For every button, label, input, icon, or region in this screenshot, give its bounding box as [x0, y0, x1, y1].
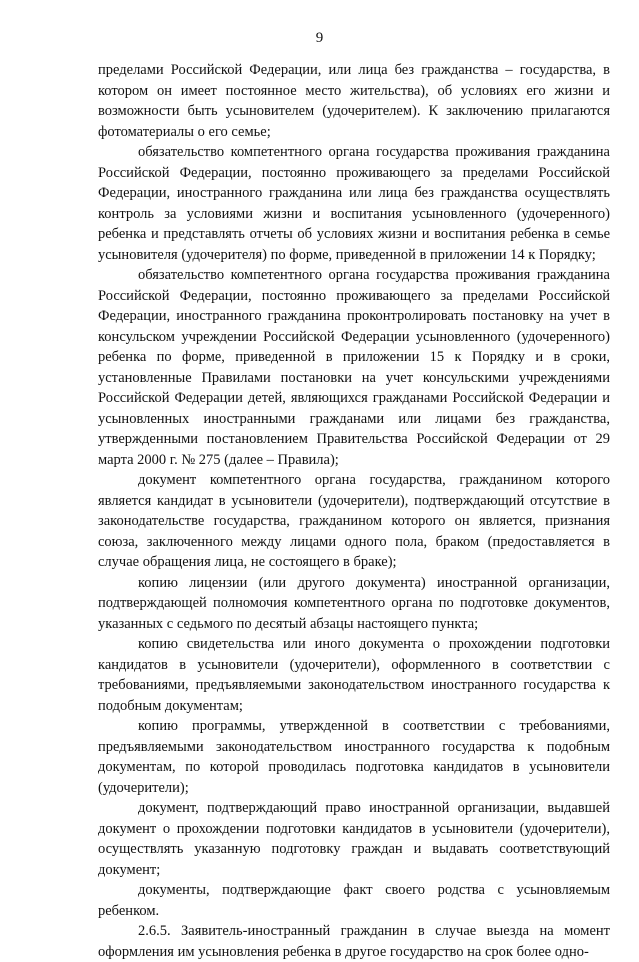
- document-body: [98, 60, 610, 962]
- paragraph: пределами Российской Федерации, или лица без гражданства – государства, в котором он имеет постоянное место жительства), об условиях его жизни и возможности быть усыновителем (удочерителем). К заключению прилагаются фотоматериалы о его семье;: [98, 62, 610, 140]
- page-number: 9: [315, 30, 324, 46]
- paragraph: 2.6.5. Заявитель-иностранный гражданин в случае выезда на момент оформления им усыновления ребенка в другое государство на срок более одно-: [98, 923, 610, 960]
- paragraph: документы, подтверждающие факт своего родства с усыновляемым ребенком.: [98, 882, 610, 919]
- paragraph: обязательство компетентного органа государства проживания гражданина Российской Федерации, постоянно проживающего за пределами Российской Федерации, иностранного гражданина проконтролировать постановку на учет в консульском учреждении Российской Федерации усыновленного (удочеренного) ребенка по форме, приведенной в приложении 15 к Порядку и в сроки, установленные Правилами постановки на учет консульскими учреждениями Российской Федерации детей, являющихся гражданами Российской Федерации и усыновленных иностранными гражданами или лицами без гражданства, утвержденными постановлением Правительства Российской Федерации от 29 марта 2000 г. № 275 (далее – Правила);: [98, 267, 610, 468]
- paragraph: копию программы, утвержденной в соответствии с требованиями, предъявляемыми законодательством иностранного государства к подобным документам, по которой проводилась подготовка кандидатов в усыновители (удочерители);: [98, 718, 610, 796]
- paragraph: документ, подтверждающий право иностранной организации, выдавшей документ о прохождении подготовки кандидатов в усыновители (удочерители), осуществлять указанную подготовку граждан и выдавать соответствующий документ;: [98, 800, 610, 878]
- paragraph: документ компетентного органа государства, гражданином которого является кандидат в усыновители (удочерители), подтверждающий отсутствие в законодательстве государства, гражданином которого он является, признания союза, заключенного между лицами одного пола, браком (предоставляется в случае обращения лица, не состоящего в браке);: [98, 472, 610, 570]
- paragraph: копию лицензии (или другого документа) иностранной организации, подтверждающей полномочия компетентного органа по подготовке документов, указанных с седьмого по десятый абзацы настоящего пункта;: [98, 574, 610, 632]
- paragraph: обязательство компетентного органа государства проживания гражданина Российской Федерации, постоянно проживающего за пределами Российской Федерации, иностранного гражданина или лица без гражданства осуществлять контроль за условиями жизни и воспитания усыновленного (удочеренного) ребенка и представлять отчеты об условиях жизни и воспитания ребенка в семье усыновителя (удочерителя) по форме, приведенной в приложении 14 к Порядку;: [98, 144, 610, 263]
- paragraph: копию свидетельства или иного документа о прохождении подготовки кандидатов в усыновители (удочерители), оформленного в соответствии с требованиями, предъявляемыми законодательством иностранного государства к подобным документам;: [98, 636, 610, 714]
